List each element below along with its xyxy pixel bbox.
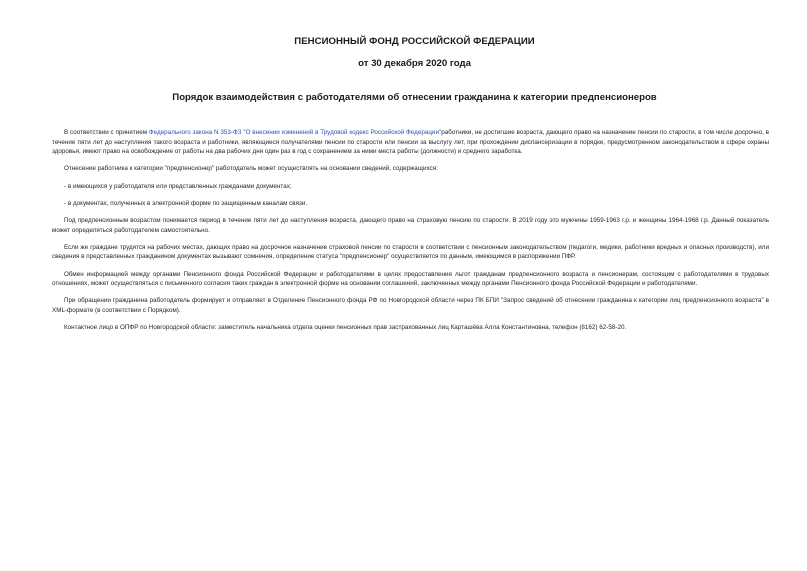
paragraph-preretirement-age: Под предпенсионным возрастом понимается период в течение пяти лет до наступления возраста, дающего право на страховую пенсию по старости. В 2019 году это мужчины 1959-1963 г.р. и женщины 1964-1968 г.р. Данный показатель может определяться работодателем самостоятельно. bbox=[52, 216, 769, 234]
paragraph-text: работники, не достигшие возраста, дающего право на назначение пенсии по старости, в том числе досрочно, в течение пяти лет до наступления такого возраста и работники, являющиеся получателями пенсии по старости или пенсии за выслугу лет, при прохождении диспансеризации в порядке, предусмотренном законодательством в сфере охраны здоровья, имеют право на освобождение от работы на два рабочих дня один раз в год с сохранением за ними места работы (должности) и среднего заработка. bbox=[52, 129, 769, 156]
paragraph-text: В соответствии с принятием bbox=[64, 129, 149, 136]
list-item-employer-documents: - в имеющихся у работодателя или представленных гражданами документах; bbox=[64, 182, 292, 190]
paragraph-information-exchange: Обмен информацией между органами Пенсионного фонда Российской Федерации и работодателями в целях предоставления льгот гражданам предпенсионного возраста и пенсионерам, состоящим с работодателями в трудовых отношениях, может осуществляться с письменного согласия таких граждан в электронной форме на основании соглашений, заключенных между органами Пенсионного фонда Российской Федерации и работодателями. bbox=[52, 270, 769, 288]
paragraph-law-reference bbox=[52, 128, 769, 157]
federal-law-link[interactable]: Федерального закона N 353-ФЗ "О внесении изменений в Трудовой кодекс Российской Федерации" bbox=[148, 129, 442, 136]
document-body bbox=[52, 128, 769, 333]
organization-title: ПЕНСИОННЫЙ ФОНД РОССИЙСКОЙ ФЕДЕРАЦИИ bbox=[294, 36, 535, 47]
paragraph-contact-person: Контактное лицо в ОПФР по Новгородской области: заместитель начальника отдела оценки пенсионных прав застрахованных лиц Карташёва Алла Константиновна, телефон (8162) 62-58-20. bbox=[64, 324, 627, 332]
paragraph-classification: Отнесение работника к категории "предпенсионер" работодатель может осуществлять на основании сведений, содержащихся: bbox=[64, 165, 438, 173]
document-header bbox=[52, 36, 777, 104]
paragraph-request-procedure: При обращении гражданина работодатель формирует и отправляет в Отделение Пенсионного фонда РФ по Новгородской области через ПК БПИ "Запрос сведений об отнесении гражданина к категории лиц предпенсионного возраста" в XML-формате (в соответствии с Порядком). bbox=[52, 297, 769, 314]
paragraph-early-retirement: Если же граждане трудятся на рабочих местах, дающих право на досрочное назначение страховой пенсии по старости в соответствии с пенсионным законодательством (педагоги, медики, работники вредных и опасных производств), или сведения в представленных гражданином документах вызывают сомнения, определение статуса "предпенсионер" осуществляется по данным, имеющимся в распоряжении ПФР. bbox=[52, 243, 769, 261]
list-item-electronic-documents: - в документах, полученных в электронной форме по защищенным каналам связи. bbox=[64, 199, 308, 207]
document-date: от 30 декабря 2020 года bbox=[358, 58, 471, 69]
document-title: Порядок взаимодействия с работодателями об отнесении гражданина к категории предпенсионеров bbox=[172, 92, 657, 103]
